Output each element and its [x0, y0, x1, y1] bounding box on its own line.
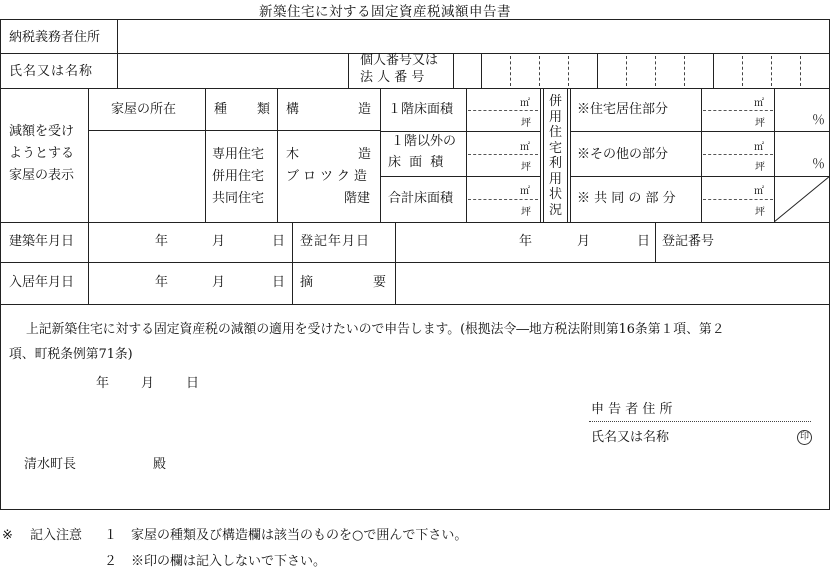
applicant-name-label: 氏名又は名称: [591, 430, 670, 445]
section-label-1: 減額を受け: [9, 124, 75, 139]
col-divider: [348, 53, 349, 88]
location-field[interactable]: [91, 133, 203, 220]
declaration-line-1: 上記新築住宅に対する固定資産税の減額の適用を受けたいので申告します。(根拠法令―地方税法附則第16条第１項、第２: [26, 322, 725, 337]
unit-tsubo: 坪: [521, 207, 531, 218]
residence-part-label: ※住宅居住部分: [577, 102, 669, 117]
structure-wood-2[interactable]: 造: [358, 147, 372, 162]
day-label: 日: [272, 275, 286, 290]
reg-number-label: 登記番号: [662, 234, 715, 249]
note-text: ※印の欄は記入しないで下さい。: [131, 554, 327, 569]
col-divider: [395, 222, 396, 304]
declaration-line-2: 項、町税条例第71条): [9, 347, 133, 362]
unit-m2: ㎡: [520, 186, 530, 197]
notes-heading: 記入注意: [30, 528, 83, 543]
year-label: 年: [519, 234, 533, 249]
section-label-2: ようとする: [9, 146, 75, 161]
first-floor-area-label: １階床面積: [388, 102, 454, 117]
kind-header-2: 類: [257, 102, 271, 117]
name-field[interactable]: [120, 56, 346, 86]
col-divider: [88, 88, 89, 304]
structure-wood-1[interactable]: 木: [286, 147, 300, 162]
col-divider: [567, 88, 568, 222]
honorific: 殿: [153, 457, 167, 472]
registered-date-field[interactable]: [398, 225, 652, 260]
col-divider: [205, 88, 206, 222]
applicant-name-field[interactable]: [680, 426, 790, 446]
decl-year-label: 年: [96, 376, 110, 391]
unit-m2: ㎡: [754, 186, 764, 197]
col-divider: [701, 88, 702, 222]
row-divider: [0, 222, 830, 223]
note-number: ２: [104, 554, 118, 569]
applicant-address-label: 申 告 者 住 所: [591, 402, 673, 417]
row-divider: [0, 88, 830, 89]
month-label: 月: [212, 234, 226, 249]
notes-mark: ※: [2, 528, 13, 543]
decl-month-label: 月: [141, 376, 155, 391]
form-title: 新築住宅に対する固定資産税減額申告書: [259, 4, 511, 20]
col-divider: [570, 88, 571, 222]
unit-divider: [468, 199, 538, 200]
structure-header-1: 構: [286, 102, 300, 117]
taxpayer-address-label: 納税義務者住所: [9, 30, 101, 45]
applicant-address-field[interactable]: [680, 398, 810, 418]
location-header: 家屋の所在: [111, 102, 177, 117]
name-label: 氏名又は名称: [9, 64, 94, 79]
row-divider: [380, 131, 540, 132]
col-divider: [543, 88, 544, 222]
note-number: １: [104, 528, 118, 543]
unit-tsubo: 坪: [755, 162, 765, 173]
total-floor-m2-field[interactable]: [468, 179, 516, 197]
registered-date-label: 登記年月日: [300, 234, 371, 249]
kind-option-private[interactable]: 専用住宅: [212, 147, 265, 162]
summary-label-1: 摘: [300, 275, 314, 290]
summary-label-2: 要: [373, 275, 387, 290]
col-divider: [453, 53, 454, 88]
mynumber-field[interactable]: [456, 56, 828, 86]
col-divider: [277, 88, 278, 222]
first-floor-m2-field[interactable]: [468, 91, 516, 109]
year-label: 年: [155, 234, 169, 249]
month-label: 月: [577, 234, 591, 249]
other-floor-m2-field[interactable]: [468, 135, 516, 153]
structure-header-2: 造: [358, 102, 372, 117]
col-divider: [540, 88, 541, 222]
unit-m2: ㎡: [520, 98, 530, 109]
structure-block[interactable]: ブロツク造: [286, 169, 371, 184]
percent-other: ％: [812, 157, 826, 172]
col-divider: [380, 88, 381, 222]
month-label: 月: [212, 275, 226, 290]
unit-divider: [703, 199, 773, 200]
section-label-3: 家屋の表示: [9, 168, 75, 183]
built-date-label: 建築年月日: [9, 234, 75, 249]
day-label: 日: [272, 234, 286, 249]
col-divider: [292, 222, 293, 304]
signature-line: [589, 421, 811, 422]
header-divider: [88, 130, 380, 131]
mynumber-label-1: 個人番号又は: [360, 53, 439, 68]
reg-number-field[interactable]: [730, 225, 826, 260]
unit-divider: [468, 154, 538, 155]
unit-m2: ㎡: [754, 98, 764, 109]
unit-tsubo: 坪: [755, 118, 765, 129]
movein-date-label: 入居年月日: [9, 275, 75, 290]
other-floor-area-label-1: １階以外の: [391, 134, 457, 149]
structure-floors: 階建: [344, 191, 371, 206]
shared-part-label: ※ 共 同 の 部 分: [577, 191, 676, 206]
other-part-label: ※その他の部分: [577, 147, 669, 162]
kind-header-1: 種: [214, 102, 228, 117]
row-divider: [380, 176, 540, 177]
unit-divider: [468, 110, 538, 111]
year-label: 年: [155, 275, 169, 290]
unit-tsubo: 坪: [755, 207, 765, 218]
summary-field[interactable]: [398, 265, 826, 302]
kind-option-shared[interactable]: 共同住宅: [212, 191, 265, 206]
movein-date-field[interactable]: [91, 265, 289, 302]
addressee: 清水町長: [24, 457, 77, 472]
col-divider: [466, 88, 467, 222]
row-divider: [570, 131, 830, 132]
unit-m2: ㎡: [520, 142, 530, 153]
row-divider: [0, 304, 830, 305]
other-floor-area-label-2: 床 面 積: [388, 155, 446, 170]
mynumber-label-2: 法 人 番 号: [360, 70, 425, 85]
diagonal-slash: [774, 176, 830, 222]
day-label: 日: [637, 234, 651, 249]
seal-mark: 印: [797, 430, 812, 445]
unit-divider: [703, 154, 773, 155]
unit-divider: [703, 110, 773, 111]
unit-m2: ㎡: [754, 142, 764, 153]
taxpayer-address-field[interactable]: [120, 21, 826, 51]
built-date-field[interactable]: [91, 225, 289, 260]
unit-tsubo: 坪: [521, 162, 531, 173]
decl-day-label: 日: [186, 376, 200, 391]
col-divider: [655, 222, 656, 262]
note-text: 家屋の種類及び構造欄は該当のものを○で囲んで下さい。: [131, 528, 468, 543]
unit-tsubo: 坪: [521, 118, 531, 129]
row-divider: [0, 262, 830, 263]
kind-option-mixed[interactable]: 併用住宅: [212, 169, 265, 184]
total-floor-area-label: 合計床面積: [388, 191, 454, 206]
percent-residence: ％: [812, 113, 826, 128]
col-divider: [117, 19, 118, 88]
mixed-use-label: 併用住宅利用状況: [549, 94, 563, 218]
